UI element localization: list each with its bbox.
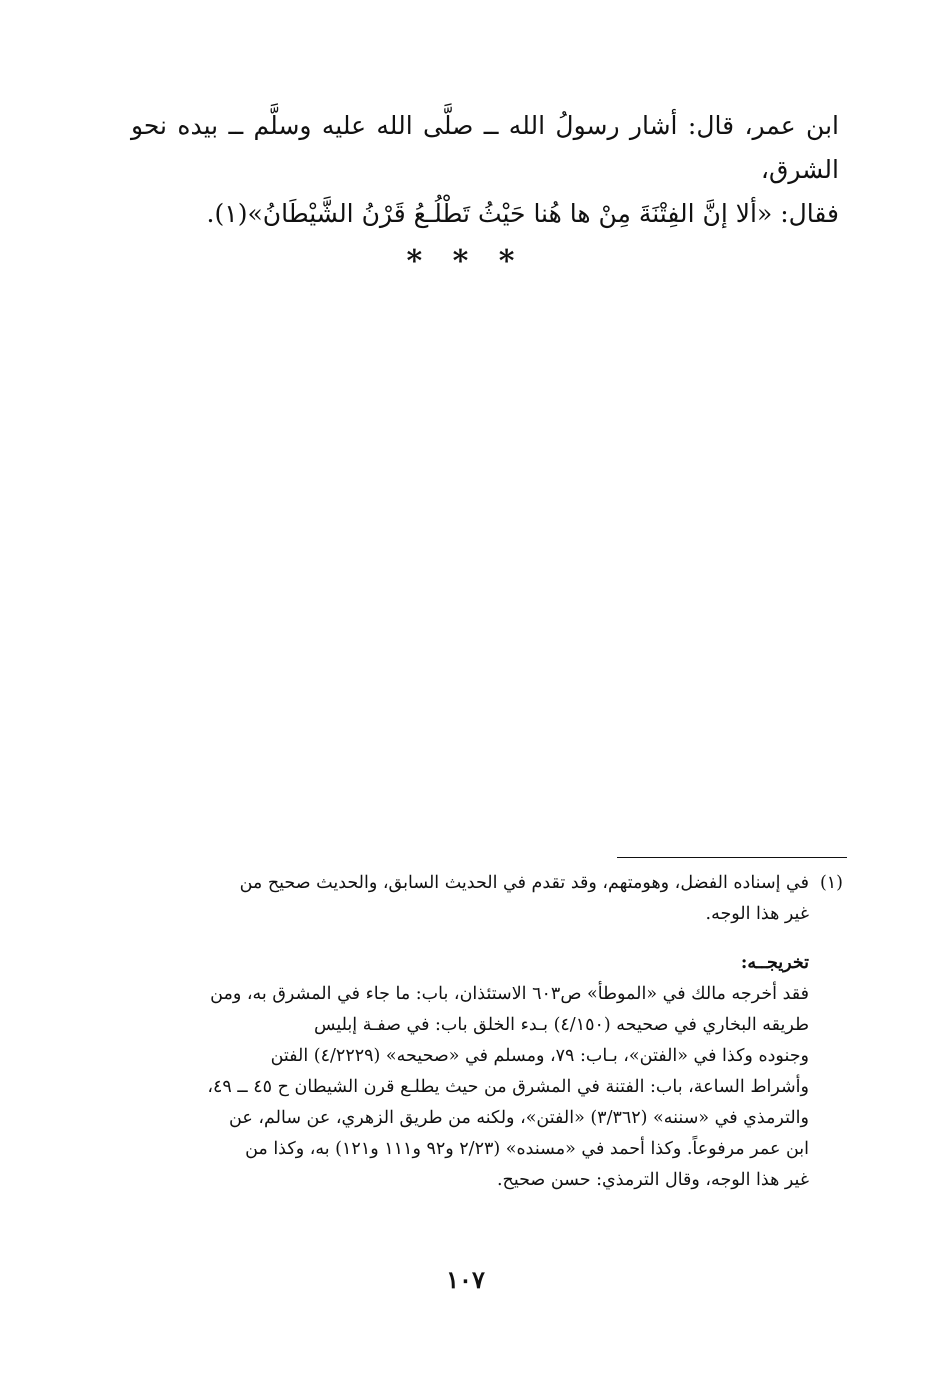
- footnote-line: في إسناده الفضل، وهومتهم، وقد تقدم في الحديث السابق، والحديث صحيح من: [239, 873, 809, 893]
- footnote-number: (١): [819, 873, 843, 893]
- hadith-text: [131, 104, 839, 236]
- takhrij-line: فقد أخرجه مالك في «الموطأ» ص٦٠٣ الاستئذان، باب: ما جاء في المشرق به، ومن: [210, 984, 809, 1004]
- hadith-line: ابن عمر، قال: أشار رسولُ الله ــ صلَّى الله عليه وسلَّم ــ بيده نحو الشرق،: [131, 111, 839, 184]
- footnote-text: [131, 868, 809, 930]
- takhrij-line: وجنوده وكذا في «الفتن»، بـاب: ٧٩، ومسلم في «صحيحه» (٤/٢٢٢٩) الفتن: [270, 1046, 809, 1066]
- footnote-1: [131, 868, 843, 930]
- hadith-line: فقال: «ألا إنَّ الفِتْنَةَ مِنْ ها هُنا حَيْثُ تَطْلُـعُ قَرْنُ الشَّيْطَانُ»(١).: [206, 199, 839, 228]
- takhrij-line: وأشراط الساعة، باب: الفتنة في المشرق من حيث يطلـع قرن الشيطان ح ٤٥ ــ ٤٩،: [207, 1077, 809, 1097]
- section-separator: * * *: [406, 244, 525, 279]
- footnote-divider: [617, 857, 847, 858]
- takhrij-line: ابن عمر مرفوعاً. وكذا أحمد في «مسنده» (٢/٢٣ و٩٢ و١١١ و١٢١) به، وكذا من: [245, 1139, 809, 1159]
- takhrij-line: والترمذي في «سننه» (٣/٣٦٢) «الفتن»، ولكنه من طريق الزهري، عن سالم، عن: [229, 1108, 809, 1128]
- takhrij-line: طريقه البخاري في صحيحه (٤/١٥٠) بـدء الخلق باب: في صفـة إبليس: [314, 1015, 809, 1035]
- takhrij-text: [131, 979, 843, 1196]
- page-number: ١٠٧: [446, 1265, 485, 1294]
- footnote-line: غير هذا الوجه.: [705, 904, 809, 924]
- takhrij-heading: تخريجــه:: [740, 953, 809, 973]
- takhrij-line: غير هذا الوجه، وقال الترمذي: حسن صحيح.: [496, 1170, 809, 1190]
- footnotes-section: [131, 868, 843, 1196]
